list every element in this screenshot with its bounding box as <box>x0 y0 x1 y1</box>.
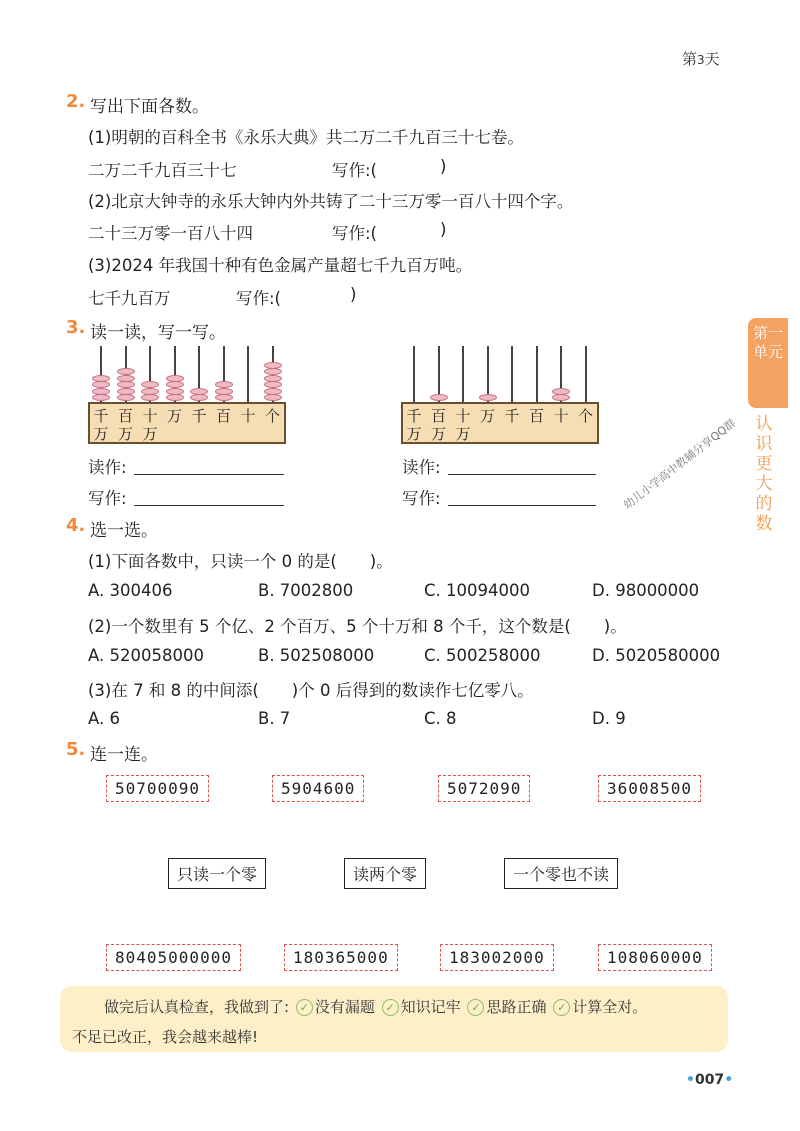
abacus-bead <box>166 381 184 388</box>
abacus-bead <box>264 394 282 401</box>
abacus-place-label: 万 <box>117 425 133 443</box>
abacus-bead <box>264 362 282 369</box>
abacus-bead <box>215 388 233 395</box>
abacus-bead <box>141 394 159 401</box>
q4-question: (1)下面各数中，只读一个 0 的是( )。 <box>88 552 393 571</box>
abacus-bead <box>166 375 184 382</box>
self-check-item: 思路正确 <box>486 998 547 1016</box>
abacus-bead <box>215 394 233 401</box>
q4-option[interactable]: D. 5020580000 <box>592 646 721 665</box>
abacus-place-label: 千 <box>93 407 109 425</box>
abacus-bead <box>92 375 110 382</box>
abacus-bead <box>117 375 135 382</box>
abacus-rod <box>511 346 513 402</box>
abacus-place-label: 百 <box>430 407 446 425</box>
check-icon[interactable]: ✓ <box>467 999 484 1016</box>
q4-question: (2)一个数里有 5 个亿、2 个百万、5 个十万和 8 个千，这个数是( )。 <box>88 617 627 636</box>
q2-line: 二万二千九百三十七 <box>88 161 237 180</box>
abacus-place-label: 个 <box>577 407 593 425</box>
abacus-rod <box>247 346 249 402</box>
q3-read-blank[interactable] <box>134 474 284 475</box>
q4-option[interactable]: D. 98000000 <box>592 581 700 600</box>
q5-top-number[interactable]: 5904600 <box>272 775 364 802</box>
self-check-footer: 不足已改正，我会越来越棒! <box>72 1028 259 1046</box>
q4-option[interactable]: C. 10094000 <box>424 581 530 600</box>
q4-question: (3)在 7 和 8 的中间添( )个 0 后得到的数读作七亿零八。 <box>88 681 534 700</box>
abacus-bead <box>166 394 184 401</box>
q5-category[interactable]: 只读一个零 <box>168 858 266 889</box>
abacus-place-label: 百 <box>215 407 231 425</box>
q5-category[interactable]: 读两个零 <box>344 858 426 889</box>
q5-number: 5. <box>66 739 86 760</box>
abacus-bead <box>117 368 135 375</box>
abacus-place-label: 十 <box>240 407 256 425</box>
abacus-bead <box>141 381 159 388</box>
q3-read-label: 读作: <box>402 458 441 477</box>
q3-write-label: 写作: <box>402 489 441 508</box>
abacus-bead <box>92 381 110 388</box>
q5-category[interactable]: 一个零也不读 <box>504 858 618 889</box>
q2-line: (3)2024 年我国十种有色金属产量超七千九百万吨。 <box>88 256 473 275</box>
abacus-rod <box>585 346 587 402</box>
abacus-bead <box>264 388 282 395</box>
self-check-line <box>104 996 647 1017</box>
q5-bottom-number[interactable]: 183002000 <box>440 944 554 971</box>
watermark: 幼儿小学高中教辅分享QQ群 <box>621 416 739 512</box>
q4-option[interactable]: A. 520058000 <box>88 646 204 665</box>
q2-number: 2. <box>66 91 86 112</box>
abacus-place-label: 万 <box>479 407 495 425</box>
unit-topic: 认识更大的数 <box>755 414 773 534</box>
abacus-place-label: 万 <box>166 407 182 425</box>
q4-number: 4. <box>66 515 86 536</box>
q5-bottom-number[interactable]: 180365000 <box>284 944 398 971</box>
q5-top-number[interactable]: 5072090 <box>438 775 530 802</box>
abacus-rod <box>413 346 415 402</box>
q5-top-number[interactable]: 36008500 <box>598 775 701 802</box>
abacus-bead <box>117 388 135 395</box>
q4-title: 选一选。 <box>90 521 158 541</box>
abacus-bead <box>117 394 135 401</box>
abacus-rod <box>536 346 538 402</box>
abacus-place-label: 百 <box>117 407 133 425</box>
abacus-place-label: 十 <box>142 407 158 425</box>
check-icon[interactable]: ✓ <box>296 999 313 1016</box>
day-label: 第3天 <box>682 50 720 68</box>
q3-number: 3. <box>66 317 86 338</box>
abacus-place-label: 个 <box>264 407 280 425</box>
abacus-place-label: 万 <box>430 425 446 443</box>
abacus-bead <box>552 394 570 401</box>
q2-line: 七千九百万 <box>88 289 171 308</box>
abacus-place-label: 千 <box>191 407 207 425</box>
q2-line: 二十三万零一百八十四 <box>88 224 253 243</box>
q3-read-label: 读作: <box>88 458 127 477</box>
abacus-place-label: 万 <box>142 425 158 443</box>
abacus-bead <box>215 381 233 388</box>
q2-line: (2)北京大钟寺的永乐大钟内外共铸了二十三万零一百八十四个字。 <box>88 192 574 211</box>
q2-answer-label: 写作:( <box>332 161 377 180</box>
abacus-bead <box>141 388 159 395</box>
q4-option[interactable]: C. 8 <box>424 709 457 728</box>
q5-bottom-number[interactable]: 80405000000 <box>106 944 241 971</box>
q4-option[interactable]: B. 7 <box>258 709 291 728</box>
abacus-bead <box>92 388 110 395</box>
self-check-intro: 做完后认真检查，我做到了: <box>104 998 290 1016</box>
abacus-place-label: 十 <box>553 407 569 425</box>
q4-option[interactable]: C. 500258000 <box>424 646 541 665</box>
q3-write-label: 写作: <box>88 489 127 508</box>
abacus-bead <box>92 394 110 401</box>
abacus-bead <box>264 375 282 382</box>
unit-tab: 第一单元 <box>748 318 788 408</box>
q2-line: (1)明朝的百科全书《永乐大典》共二万二千九百三十七卷。 <box>88 128 524 147</box>
self-check-item: 计算全对。 <box>572 998 648 1016</box>
page-number: •007• <box>686 1072 734 1088</box>
abacus-bead <box>264 381 282 388</box>
abacus-bead <box>552 388 570 395</box>
abacus-bead <box>479 394 497 401</box>
q3-write-blank[interactable] <box>134 505 284 506</box>
q3-write-blank[interactable] <box>448 505 596 506</box>
abacus-bead <box>117 381 135 388</box>
q4-option[interactable]: B. 7002800 <box>258 581 354 600</box>
abacus-bead <box>166 388 184 395</box>
q2-answer-close: ) <box>440 157 447 176</box>
abacus-place-label: 千 <box>504 407 520 425</box>
abacus-bead <box>430 394 448 401</box>
q2-answer-close: ) <box>440 220 447 239</box>
abacus-bead <box>190 394 208 401</box>
self-check-item: 没有漏题 <box>314 998 375 1016</box>
q2-answer-label: 写作:( <box>332 224 377 243</box>
check-icon[interactable]: ✓ <box>553 999 570 1016</box>
q2-answer-label: 写作:( <box>236 289 281 308</box>
q5-title: 连一连。 <box>90 745 158 765</box>
q4-option[interactable]: B. 502508000 <box>258 646 375 665</box>
abacus-rod <box>462 346 464 402</box>
abacus-place-label: 十 <box>455 407 471 425</box>
abacus-place-label: 百 <box>528 407 544 425</box>
abacus-place-label: 千 <box>406 407 422 425</box>
abacus-bead <box>264 368 282 375</box>
q5-bottom-number[interactable]: 108060000 <box>598 944 712 971</box>
check-icon[interactable]: ✓ <box>382 999 399 1016</box>
abacus-place-label: 万 <box>406 425 422 443</box>
abacus-place-label: 万 <box>455 425 471 443</box>
q4-option[interactable]: A. 300406 <box>88 581 173 600</box>
self-check-item: 知识记牢 <box>400 998 461 1016</box>
q3-title: 读一读，写一写。 <box>90 323 226 343</box>
q4-option[interactable]: D. 9 <box>592 709 626 728</box>
q5-top-number[interactable]: 50700090 <box>106 775 209 802</box>
q3-read-blank[interactable] <box>448 474 596 475</box>
abacus-bead <box>190 388 208 395</box>
q2-title: 写出下面各数。 <box>90 97 209 117</box>
q4-option[interactable]: A. 6 <box>88 709 120 728</box>
abacus-place-label: 万 <box>93 425 109 443</box>
q2-answer-close: ) <box>350 285 357 304</box>
